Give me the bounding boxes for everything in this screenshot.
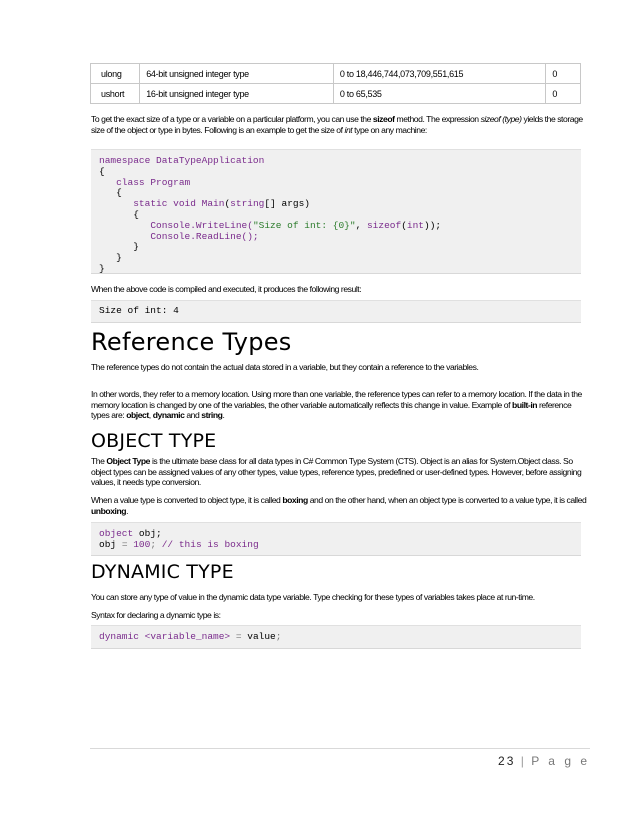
text-span: When a value type is converted to object type, it is called [91, 495, 283, 505]
heading-reference-types: Reference Types [91, 328, 292, 356]
bold-text: Object Type [106, 456, 151, 466]
code-token: { [133, 208, 139, 220]
result-paragraph: When the above code is compiled and executed, it produces the following result: [91, 284, 362, 294]
reference-paragraph-2 [91, 389, 588, 421]
page-label: P a g e [531, 754, 590, 768]
dynamic-paragraph-2: Syntax for declaring a dynamic type is: [91, 610, 221, 620]
sizeof-keyword: sizeof [372, 114, 395, 124]
int-italic: int [344, 124, 353, 135]
code-token: = [230, 631, 242, 642]
code-token: obj [99, 538, 122, 550]
code-token: dynamic [99, 631, 139, 642]
reference-paragraph-1: The reference types do not contain the actual data stored in a variable, but they contain a reference to the variables. [91, 362, 479, 372]
code-token: Console.WriteLine( [150, 219, 253, 231]
table-cell: 16-bit unsigned integer type [140, 84, 334, 104]
footer-divider [90, 748, 590, 749]
code-token: } [116, 252, 122, 264]
code-output: Size of int: 4 [91, 300, 581, 323]
bold-text: unboxing [91, 505, 127, 516]
table-row [91, 84, 581, 104]
text-span: , [148, 410, 153, 421]
heading-dynamic-type: DYNAMIC TYPE [91, 561, 234, 583]
code-token: [] args) [264, 198, 310, 210]
sizeof-paragraph [91, 114, 588, 135]
code-token: = [121, 538, 128, 550]
code-token: Program [144, 176, 191, 188]
text-span: is the ultimate base class for all data types in C# Common Type System (CTS). Object is an alias for System.Object class. So object types can be assigned values of any other types, value types, reference types, predefined or user-defined types. However, before assigning values, it needs type conversion. [91, 456, 582, 488]
text-span: type on any machine: [352, 124, 427, 135]
code-token: } [99, 262, 105, 274]
text-span: reference types are: [91, 399, 572, 421]
code-token: static [133, 198, 168, 210]
table-cell: ulong [91, 64, 140, 84]
table-cell: 0 [546, 84, 581, 104]
text-span: To get the exact size of a type or a variable on a particular platform, you can use the [91, 114, 373, 124]
text-span: and [184, 410, 202, 421]
page-number-value: 23 [498, 754, 516, 768]
code-token: )); [424, 219, 442, 231]
text-span: . [126, 505, 129, 516]
dynamic-paragraph-1: You can store any type of value in the dynamic data type variable. Type checking for these types of variables takes place at run-time. [91, 592, 535, 602]
code-token: "Size of int: {0}" [252, 219, 356, 231]
code-token: Console.ReadLine(); [150, 230, 259, 242]
code-token: ; [275, 631, 282, 642]
page-number-separator: | [515, 754, 532, 768]
text-span: In other words, they refer to a memory location. Using more than one variable, the reference types can refer to a memory location. If the data in the memory location is changed by one of the variables, the other variable automatically reflects this change in value. Example of [91, 389, 582, 410]
code-token: namespace [99, 155, 151, 166]
code-token: <variable_name> [138, 631, 231, 642]
code-token: obj; [133, 528, 162, 539]
table-cell: 64-bit unsigned integer type [140, 64, 334, 84]
text-span: and on the other hand, when an object type is converted to a value type, it is called [307, 495, 587, 505]
text-span: . [222, 410, 225, 421]
code-token: sizeof [366, 219, 402, 231]
code-token: } [133, 241, 139, 253]
table-cell: 0 to 65,535 [333, 84, 546, 104]
bold-text: dynamic [152, 410, 185, 421]
code-token: { [116, 187, 122, 199]
object-paragraph-2 [91, 495, 588, 516]
text-span: The [91, 456, 107, 466]
code-token: string [230, 198, 265, 210]
code-token: Main [201, 198, 225, 210]
code-block-boxing [91, 522, 581, 556]
object-paragraph-1 [91, 456, 588, 488]
bold-text: object [126, 410, 149, 421]
text-span: method. The expression [394, 114, 481, 124]
text-span: yields the storage size of the object or type in bytes. Following is an example to get the size of [91, 114, 583, 135]
bold-text: string [201, 410, 223, 421]
code-token: // this is boxing [156, 538, 259, 550]
bold-text: boxing [282, 495, 308, 505]
sizeof-expression: sizeof (type) [480, 114, 522, 124]
table-cell: 0 [546, 64, 581, 84]
code-token: class [116, 176, 145, 188]
code-token: void [173, 198, 196, 210]
code-token: value [241, 631, 276, 642]
code-token: { [99, 165, 105, 177]
page-number [498, 754, 590, 768]
code-token: object [99, 528, 134, 539]
code-block-dynamic [91, 625, 581, 649]
heading-object-type: OBJECT TYPE [91, 430, 217, 452]
code-block-sizeof: namespace DataTypeApplication { class Program { static void Main(string[] args) { Console.WriteLine("Size of int: {0}", sizeof(int)); Console.ReadLine(); } } } [91, 149, 581, 274]
table-cell: 0 to 18,446,744,073,709,551,615 [333, 64, 546, 84]
table-row [91, 64, 581, 84]
code-token: DataTypeApplication [150, 155, 265, 166]
table-cell: ushort [91, 84, 140, 104]
code-token: 100 [127, 538, 151, 550]
bold-text: built-in [512, 399, 538, 410]
code-token: int [406, 219, 424, 231]
data-types-table [90, 63, 581, 104]
code-token: ; [150, 538, 157, 550]
